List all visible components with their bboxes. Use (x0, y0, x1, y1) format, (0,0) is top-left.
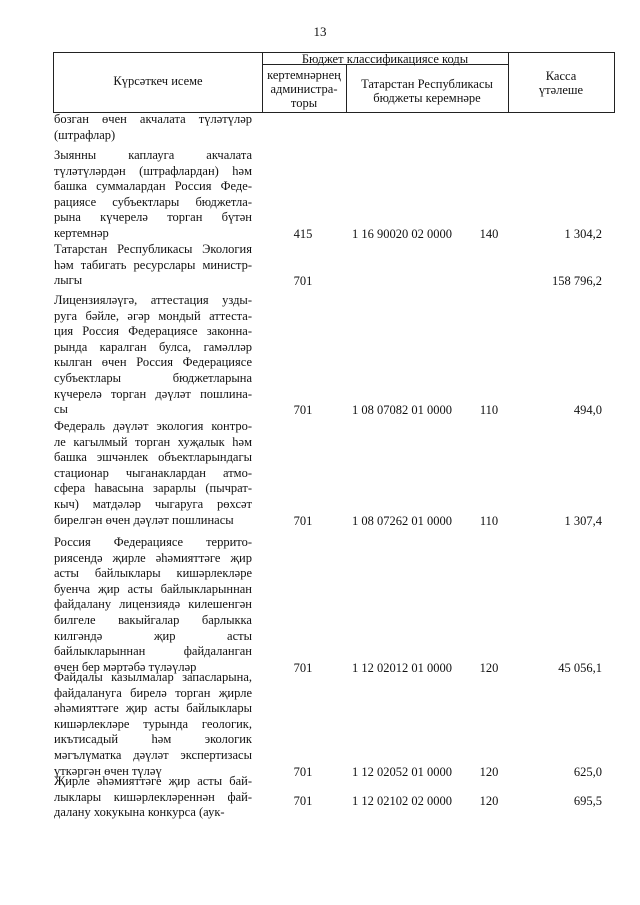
description-line: бозган өчен акчалата түләтүләр (54, 112, 252, 126)
cash-amount: 625,0 (573, 764, 602, 779)
description-line: үткәргән өчен түләү (54, 763, 162, 778)
cash-amount: 158 796,2 (552, 274, 602, 289)
subcode: 120 (479, 794, 499, 808)
admin-code: 415 (293, 227, 313, 241)
description-line: Федераль дәүләт экология контро- (54, 419, 252, 433)
description-line: субъектлары бюджетларына (54, 370, 252, 385)
description-line: Россия Федерациясе террито- (54, 535, 252, 549)
description-line: өчен бер мәртәбә түләүләр (54, 659, 197, 674)
cash-amount: 695,5 (573, 794, 602, 808)
row-description (54, 293, 252, 418)
row-description (54, 242, 252, 289)
cash-amount: 494,0 (573, 403, 602, 418)
description-line: Лицензияләүгә, аттестация узды- (54, 293, 252, 307)
revenue-header: Татарстан Республикасы бюджеты керемнәре (361, 77, 493, 105)
description-line: Файдалы казылмалар запасларына, (54, 670, 252, 684)
description-line: рына күчерелә торган бүтән (54, 210, 252, 225)
description-line: түләтүләрдән (штрафлардан) һәм (54, 163, 252, 178)
budget-classification-header: Бюджет классификациясе коды (301, 52, 469, 66)
admin-code: 701 (293, 764, 313, 779)
description-line: сы (54, 402, 68, 417)
description-line: Татарстан Республикасы Экология (54, 242, 252, 256)
revenue-code: 1 12 02102 02 0000 (352, 794, 452, 808)
admin-code: 701 (293, 513, 313, 528)
description-line: һәм табигать ресурслары министр- (54, 257, 252, 272)
revenue-code: 1 08 07262 01 0000 (352, 513, 452, 528)
description-line: ле кагылмый торган хуҗалык һәм (54, 434, 252, 449)
description-line: файдалануга бирелә торган җирле (54, 685, 252, 700)
row-description (54, 670, 252, 779)
description-line: (штрафлар) (54, 127, 116, 142)
row-description (54, 112, 252, 143)
description-line: билгеле вакыйгалар барлыкка (54, 612, 252, 627)
admin-code: 701 (293, 794, 313, 808)
description-line: килгәндә җир асты (54, 628, 252, 643)
description-line: Җирле әһәмияттәге җир асты бай- (54, 774, 252, 788)
subcode: 110 (479, 513, 499, 528)
revenue-code: 1 12 02012 01 0000 (352, 660, 452, 675)
description-line: кыч) матдәләр чыгаруга рөхсәт (54, 496, 252, 511)
description-line: далану хокукына конкурса (аук- (54, 805, 225, 820)
cash-execution-header: Касса үтәлеше (538, 69, 584, 97)
row-description (54, 535, 252, 675)
subcode: 140 (479, 227, 499, 241)
table-right-border (614, 52, 615, 112)
description-line: асты байлыклары кишәрлекләре (54, 566, 252, 581)
description-line: күчерелә торган дәүләт пошлина- (54, 386, 252, 401)
description-line: башка суммалардан Россия Феде- (54, 179, 252, 194)
row-description (54, 419, 252, 528)
row-description (54, 774, 252, 821)
admin-code: 701 (293, 660, 313, 675)
description-line: лыклары кишәрлекләреннән фай- (54, 789, 252, 804)
cash-amount: 1 307,4 (564, 513, 602, 528)
description-line: әһәмияттәге җир асты байлыклары (54, 701, 252, 716)
description-line: икътисадый һәм экологик (54, 732, 252, 747)
indicator-header: Күрсәткеч исеме (113, 74, 203, 88)
cash-amount: 45 056,1 (558, 660, 602, 675)
description-line: мәгълүматка дәүләт экспертизасы (54, 747, 252, 762)
description-line: лыгы (54, 273, 83, 288)
description-line: кишәрлекләре турында геологик, (54, 716, 252, 731)
description-line: риясендә җирле әһәмияттәге җир (54, 550, 252, 565)
description-line: ция Россия Федерациясе законна- (54, 324, 252, 339)
description-line: руга бәйле, әгәр мондый аттеста- (54, 308, 252, 323)
description-line: файдалану лицензиядә килешенгән (54, 597, 252, 612)
description-line: бирелгән өчен дәүләт пошлинасы (54, 512, 234, 527)
admin-header: кертемнәрнең администра- торы (267, 68, 341, 110)
revenue-code: 1 08 07082 01 0000 (352, 403, 452, 418)
cash-amount: 1 304,2 (564, 227, 602, 241)
subcode: 120 (479, 660, 499, 675)
subcode: 120 (479, 764, 499, 779)
subcode: 110 (479, 403, 499, 418)
description-line: байлыкларыннан файдаланган (54, 644, 252, 659)
description-line: кылган өчен Россия Федерациясе (54, 355, 252, 370)
admin-code: 701 (293, 274, 313, 289)
revenue-code: 1 16 90020 02 0000 (352, 227, 452, 241)
admin-code: 701 (293, 403, 313, 418)
description-line: башка эшчәнлек объектларындагы (54, 450, 252, 465)
description-line: Зыянны каплауга акчалата (54, 148, 252, 162)
description-line: сфера һавасына зарарлы (пычрат- (54, 481, 252, 496)
description-line: рында каралган булса, гамәлләр (54, 339, 252, 354)
description-line: буенча җир асты байлыкларыннан (54, 581, 252, 596)
description-line: кертемнәр (54, 225, 109, 240)
description-line: стационар чыганаклардан атмо- (54, 465, 252, 480)
revenue-code: 1 12 02052 01 0000 (352, 764, 452, 779)
row-description (54, 148, 252, 242)
description-line: рациясе субъектлары бюджетла- (54, 194, 252, 209)
page-number: 13 (313, 24, 327, 39)
